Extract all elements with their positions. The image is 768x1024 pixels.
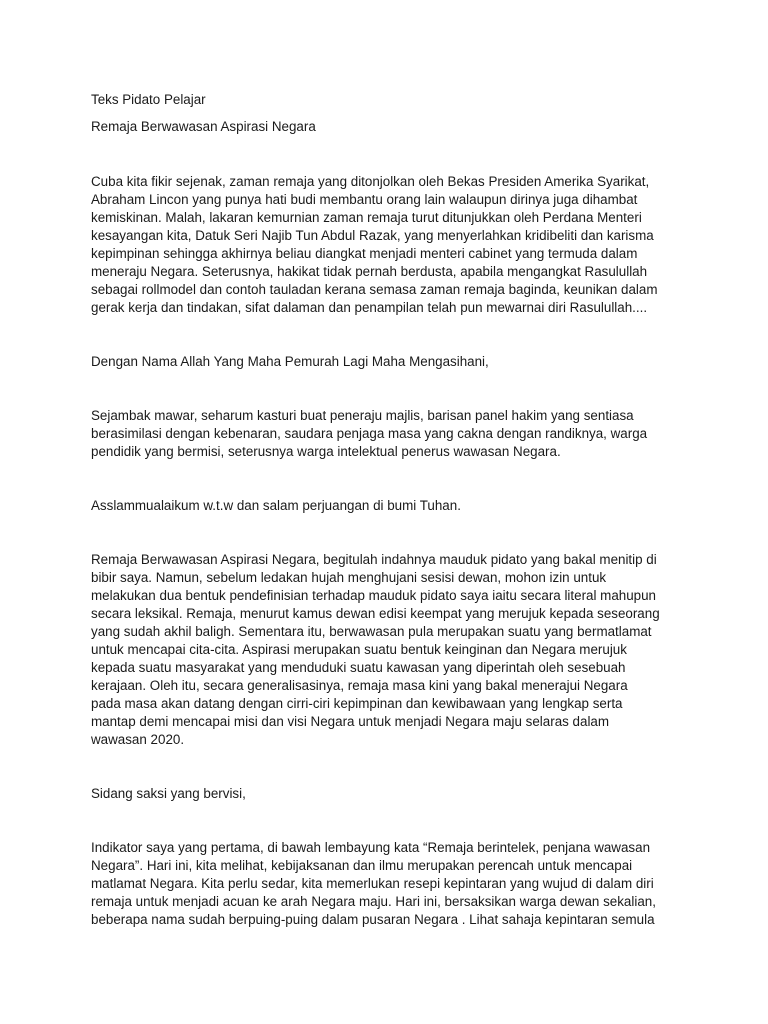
document-body <box>91 91 691 929</box>
paragraph-line: secara leksikal. Remaja, menurut kamus dewan edisi keempat yang merujuk kepada seseorang <box>91 606 660 621</box>
paragraph-line: kerajaan. Oleh itu, secara generalisasinya, remaja masa kini yang bakal menerajui Negara <box>91 678 628 693</box>
paragraph <box>91 407 691 461</box>
paragraph <box>91 353 691 371</box>
paragraph-line: gerak kerja dan tindakan, sifat dalaman dan penampilan telah pun mewarnai diri Rasulullah.... <box>91 300 648 315</box>
document-subtitle: Remaja Berwawasan Aspirasi Negara <box>91 119 316 134</box>
paragraph-line: pendidik yang bermisi, seterusnya warga intelektual penerus wawasan Negara. <box>91 444 561 459</box>
paragraph-line: Negara”. Hari ini, kita melihat, kebijaksanan dan ilmu merupakan perencah untuk mencapai <box>91 858 633 873</box>
paragraph-line: Asslammualaikum w.t.w dan salam perjuangan di bumi Tuhan. <box>91 498 461 513</box>
paragraph-line: bibir saya. Namun, sebelum ledakan hujah menghujani sesisi dewan, mohon izin untuk <box>91 570 607 585</box>
paragraph-line: mantap demi mencapai misi dan visi Negara untuk menjadi Negara maju selaras dalam <box>91 714 610 729</box>
paragraph <box>91 497 691 515</box>
paragraph-line: Sidang saksi yang bervisi, <box>91 786 246 801</box>
paragraph-line: kesayangan kita, Datuk Seri Najib Tun Abdul Razak, yang menyerlahkan kridibeliti dan karisma <box>91 228 654 243</box>
paragraph <box>91 839 691 929</box>
paragraph-line: Indikator saya yang pertama, di bawah lembayung kata “Remaja berintelek, penjana wawasan <box>91 840 651 855</box>
paragraph-line: pada masa akan datang dengan cirri-ciri kepimpinan dan kewibawaan yang lengkap serta <box>91 696 623 711</box>
paragraph <box>91 785 691 803</box>
paragraph-line: Sejambak mawar, seharum kasturi buat peneraju majlis, barisan panel hakim yang sentiasa <box>91 408 634 423</box>
paragraph-line: remaja untuk menjadi acuan ke arah Negara maju. Hari ini, bersaksikan warga dewan sekalian, <box>91 894 656 909</box>
paragraph-line: kemiskinan. Malah, lakaran kemurnian zaman remaja turut ditunjukkan oleh Perdana Menteri <box>91 210 642 225</box>
paragraph-line: yang sudah akhil baligh. Sementara itu, berwawasan pula merupakan suatu yang bermatlamat <box>91 624 652 639</box>
document-title: Teks Pidato Pelajar <box>91 92 206 107</box>
paragraph-line: kepimpinan sehingga akhirnya beliau diangkat menjadi menteri cabinet yang termuda dalam <box>91 246 638 261</box>
paragraph <box>91 551 691 749</box>
paragraph-line: sebagai rollmodel dan contoh tauladan kerana semasa zaman remaja baginda, keunikan dalam <box>91 282 658 297</box>
paragraph-line: melakukan dua bentuk pendefinisian terhadap mauduk pidato saya iaitu secara literal mahupun <box>91 588 657 603</box>
paragraph-line: berasimilasi dengan kebenaran, saudara penjaga masa yang cakna dengan randiknya, warga <box>91 426 648 441</box>
paragraph-line: Dengan Nama Allah Yang Maha Pemurah Lagi Maha Mengasihani, <box>91 354 489 369</box>
paragraph-line: meneraju Negara. Seterusnya, hakikat tidak pernah berdusta, apabila mengangkat Rasulullah <box>91 264 648 279</box>
paragraph-line: Remaja Berwawasan Aspirasi Negara, begitulah indahnya mauduk pidato yang bakal menitip di <box>91 552 657 567</box>
paragraph-line: untuk mencapai cita-cita. Aspirasi merupakan suatu bentuk keinginan dan Negara merujuk <box>91 642 627 657</box>
paragraph-line: Cuba kita fikir sejenak, zaman remaja yang ditonjolkan oleh Bekas Presiden Amerika Syarikat, <box>91 174 650 189</box>
paragraph-line: beberapa nama sudah berpuing-puing dalam pusaran Negara . Lihat sahaja kepintaran semula <box>91 912 655 927</box>
paragraph-line: kepada suatu masyarakat yang menduduki suatu kawasan yang diperintah oleh sesebuah <box>91 660 626 675</box>
paragraph-line: Abraham Lincon yang punya hati budi membantu orang lain walaupun dirinya juga dihambat <box>91 192 638 207</box>
paragraph-line: wawasan 2020. <box>91 732 185 747</box>
paragraph-line: matlamat Negara. Kita perlu sedar, kita memerlukan resepi kepintaran yang wujud di dalam diri <box>91 876 654 891</box>
paragraph <box>91 173 691 317</box>
